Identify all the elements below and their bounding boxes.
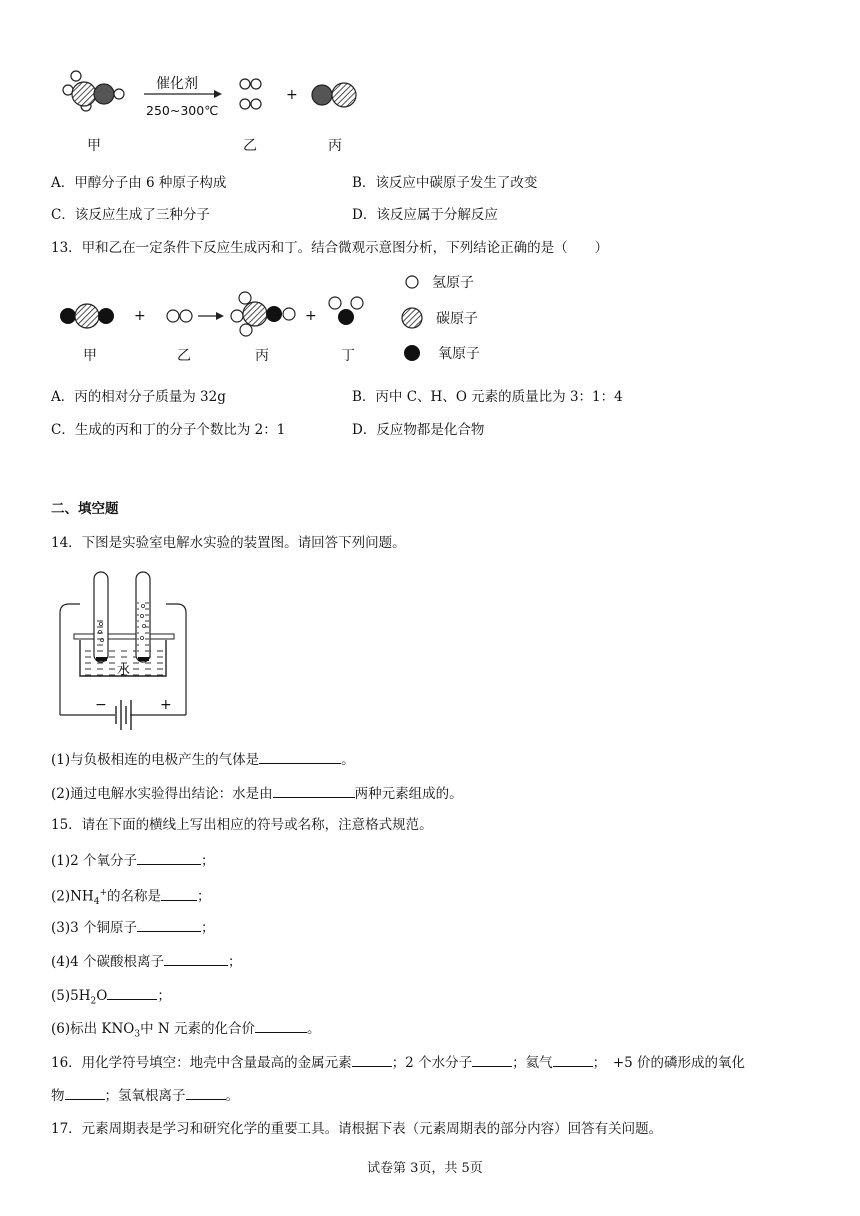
answer-blank[interactable] bbox=[255, 1018, 307, 1033]
plus-sign-2: + bbox=[305, 308, 317, 324]
q15-s6-text2: 中 N 元素的化合价 bbox=[140, 1021, 256, 1037]
q15-stem: 15．请在下面的横线上写出相应的符号或名称，注意格式规范。 bbox=[51, 817, 433, 833]
q16-text-a: 16．用化学符号填空：地壳中含量最高的金属元素 bbox=[51, 1055, 352, 1071]
q16-text-d: ； +5 价的磷形成的氧化 bbox=[592, 1055, 746, 1071]
answer-blank[interactable] bbox=[161, 886, 197, 901]
q15-s1-end: ； bbox=[201, 853, 215, 869]
answer-blank[interactable] bbox=[352, 1052, 392, 1067]
q13-option-d: D．反应物都是化合物 bbox=[352, 422, 485, 438]
answer-blank[interactable] bbox=[472, 1052, 512, 1067]
q15-s5-text: (5)5H bbox=[51, 988, 91, 1004]
answer-blank[interactable] bbox=[107, 985, 157, 1000]
answer-blank[interactable] bbox=[65, 1085, 105, 1100]
answer-blank[interactable] bbox=[164, 951, 228, 966]
q14-sub1 bbox=[51, 749, 355, 769]
answer-blank[interactable] bbox=[259, 749, 341, 764]
q13-stem: 13．甲和乙在一定条件下反应生成丙和丁。结合微观示意图分析，下列结论正确的是（ ） bbox=[51, 240, 609, 256]
plus-terminal: + bbox=[160, 697, 172, 713]
answer-blank[interactable] bbox=[137, 917, 201, 932]
q14-sub2-text: (2)通过电解水实验得出结论：水是由 bbox=[51, 786, 273, 802]
water-label: 水 bbox=[117, 663, 131, 678]
q12-option-a: A．甲醇分子由 6 种原子构成 bbox=[51, 175, 227, 191]
q14-sub1-text: (1)与负极相连的电极产生的气体是 bbox=[51, 752, 260, 768]
label-ding: 丁 bbox=[341, 348, 355, 364]
q16-end: 。 bbox=[225, 1088, 239, 1104]
subscript: 4 bbox=[93, 897, 100, 908]
subscript: 3 bbox=[134, 1029, 141, 1040]
q15-s2-end: ； bbox=[197, 888, 211, 905]
answer-blank[interactable] bbox=[186, 1085, 226, 1100]
q14-sub2-end: 两种元素组成的。 bbox=[354, 786, 463, 802]
q15-s5 bbox=[51, 985, 171, 1011]
q16-line1 bbox=[51, 1052, 745, 1072]
q15-s3 bbox=[51, 917, 215, 937]
q16-line2 bbox=[51, 1085, 239, 1105]
minus-terminal: − bbox=[95, 697, 107, 713]
plus-sign-1: + bbox=[134, 308, 146, 324]
q15-s2-text: (2)NH bbox=[51, 888, 94, 905]
q16-text-f: ；氢氧根离子 bbox=[104, 1088, 186, 1104]
catalyst-label: 催化剂 bbox=[156, 76, 198, 92]
q12-option-d: D．该反应属于分解反应 bbox=[352, 207, 498, 223]
q15-s4-end: ； bbox=[228, 954, 242, 970]
q15-s2 bbox=[51, 884, 211, 911]
q15-s4 bbox=[51, 951, 242, 971]
plus-sign: + bbox=[286, 87, 298, 103]
q15-s6-end: 。 bbox=[307, 1021, 321, 1037]
section-title: 二、填空题 bbox=[51, 501, 119, 517]
q15-s6 bbox=[51, 1018, 321, 1044]
q15-s1 bbox=[51, 850, 215, 870]
q13-option-b: B．丙中 C、H、O 元素的质量比为 3：1：4 bbox=[352, 389, 623, 405]
q16-text-c: ；氦气 bbox=[512, 1055, 553, 1071]
q15-s3-end: ； bbox=[201, 920, 215, 936]
q15-s2-text2: 的名称是 bbox=[107, 888, 161, 905]
answer-blank[interactable] bbox=[553, 1052, 593, 1067]
q15-s6-text: (6)标出 KNO bbox=[51, 1021, 135, 1037]
q12-option-c: C．该反应生成了三种分子 bbox=[51, 207, 210, 223]
q14-stem: 14．下图是实验室电解水实验的装置图。请回答下列问题。 bbox=[51, 535, 406, 551]
q15-s5-end: ； bbox=[157, 988, 171, 1004]
legend-carbon: 碳原子 bbox=[436, 311, 478, 327]
label-jia: 甲 bbox=[87, 138, 101, 154]
q12-option-b: B．该反应中碳原子发生了改变 bbox=[352, 175, 538, 191]
q16-text-e: 物 bbox=[51, 1088, 65, 1104]
q14-sub1-end: 。 bbox=[341, 752, 355, 768]
subscript: 2 bbox=[90, 996, 97, 1007]
page-footer: 试卷第 3页，共 5页 bbox=[367, 1161, 483, 1176]
q17-stem: 17．元素周期表是学习和研究化学的重要工具。请根据下表（元素周期表的部分内容）回答有关问题。 bbox=[51, 1121, 663, 1137]
label-bing: 丙 bbox=[255, 348, 269, 364]
label-jia: 甲 bbox=[83, 348, 97, 364]
answer-blank[interactable] bbox=[273, 783, 355, 798]
temperature-label: 250~300℃ bbox=[146, 103, 219, 118]
legend-hydrogen: 氢原子 bbox=[432, 275, 474, 291]
q13-option-a: A．丙的相对分子质量为 32g bbox=[51, 389, 226, 405]
q15-s1-text: (1)2 个氧分子 bbox=[51, 853, 138, 869]
q16-text-b: ；2 个水分子 bbox=[391, 1055, 473, 1071]
label-yi: 乙 bbox=[243, 138, 257, 154]
label-bing: 丙 bbox=[328, 138, 342, 154]
label-yi: 乙 bbox=[177, 348, 191, 364]
answer-blank[interactable] bbox=[137, 850, 201, 865]
superscript: + bbox=[99, 888, 107, 898]
legend-oxygen: 氧原子 bbox=[438, 346, 480, 362]
q13-option-c: C．生成的丙和丁的分子个数比为 2：1 bbox=[51, 422, 286, 438]
q14-sub2 bbox=[51, 783, 463, 803]
q15-s3-text: (3)3 个铜原子 bbox=[51, 920, 138, 936]
q15-s4-text: (4)4 个碳酸根离子 bbox=[51, 954, 165, 970]
q15-s5-text2: O bbox=[96, 988, 108, 1004]
